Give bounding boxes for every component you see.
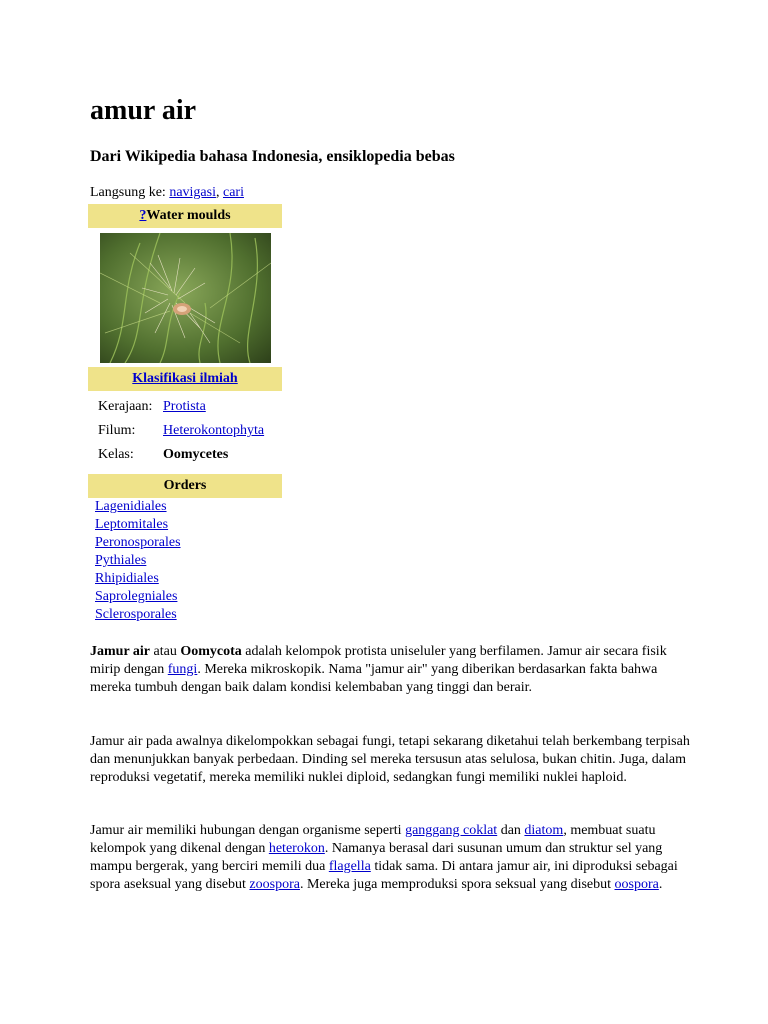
ganggang-coklat-link[interactable]: ganggang coklat	[405, 823, 498, 838]
taxobox-title-text: Water moulds	[146, 208, 231, 223]
text-span: . Mereka mikroskopik. Nama "jamur air" yang diberikan berdasarkan fakta bahwa mereka tumbuh dengan baik dalam kondisi kelembaban yang tinggi dan berair.	[90, 662, 658, 695]
text-span: tidak sama. Di antara jamur air, ini diproduksi sebagai spora aseksual yang disebut	[90, 859, 678, 892]
taxon-rank: Kerajaan:	[98, 399, 153, 414]
order-link[interactable]: Rhipidiales	[95, 571, 159, 586]
jump-links	[90, 184, 244, 202]
article-paragraph-1	[90, 643, 690, 697]
order-link[interactable]: Saprolegniales	[95, 589, 178, 604]
bold-term: Jamur air	[90, 644, 151, 659]
flagella-link[interactable]: flagella	[328, 859, 371, 874]
text-span: , membuat suatu kelompok yang dikenal dengan	[90, 823, 656, 856]
orders-list	[88, 498, 282, 624]
water-mould-photo	[100, 233, 271, 363]
taxon-rank: Filum:	[98, 423, 136, 438]
list-item	[95, 588, 282, 606]
order-link[interactable]: Pythiales	[95, 553, 147, 568]
classification-header	[88, 367, 282, 391]
taxobox-title	[88, 204, 282, 228]
list-item	[95, 606, 282, 624]
page-subtitle: Dari Wikipedia bahasa Indonesia, ensiklopedia bebas	[90, 148, 455, 165]
text-span: atau	[150, 644, 181, 659]
diatom-link[interactable]: diatom	[524, 823, 564, 838]
taxon-row-class	[88, 443, 282, 467]
list-item	[95, 552, 282, 570]
list-item	[95, 516, 282, 534]
taxon-link-heterokontophyta[interactable]: Heterokontophyta	[163, 423, 265, 438]
taxon-row-phylum	[88, 419, 282, 443]
text-span: . Namanya berasal dari susunan umum dan struktur sel yang mampu bergerak, yang berciri memili dua	[90, 841, 663, 874]
text-span: dan	[497, 823, 525, 838]
article-paragraph-2: Jamur air pada awalnya dikelompokkan sebagai fungi, tetapi sekarang diketahui telah berkembang terpisah dan menunjukkan banyak perbedaan. Dinding sel mereka tersusun atas selulosa, bukan chitin. Juga, dalam reproduksi vegetatif, mereka memiliki nuklei diploid, sedangkan fungi memiliki nuklei haploid.	[90, 734, 690, 785]
oospora-link[interactable]: oospora	[614, 877, 659, 892]
list-item	[95, 498, 282, 516]
classification-link[interactable]: Klasifikasi ilmiah	[132, 371, 238, 386]
taxobox	[88, 204, 282, 624]
zoospora-link[interactable]: zoospora	[249, 877, 300, 892]
list-item	[95, 570, 282, 588]
text-span: Jamur air memiliki hubungan dengan organisme seperti	[90, 823, 406, 838]
order-link[interactable]: Sclerosporales	[95, 607, 177, 622]
text-span: . Mereka juga memproduksi spora seksual yang disebut	[299, 877, 615, 892]
order-link[interactable]: Peronosporales	[95, 535, 181, 550]
page-title: amur air	[90, 95, 197, 126]
list-item	[95, 534, 282, 552]
article-paragraph-3	[90, 822, 690, 894]
bold-term: Oomycota	[180, 644, 242, 659]
fungi-link[interactable]: fungi	[167, 662, 198, 677]
taxon-rank: Kelas:	[98, 447, 134, 462]
heterokon-link[interactable]: heterokon	[268, 841, 325, 856]
taxon-link-protista[interactable]: Protista	[163, 399, 206, 414]
order-link[interactable]: Lagenidiales	[95, 499, 167, 514]
help-link[interactable]: ?	[139, 208, 147, 223]
navigation-link[interactable]: navigasi	[169, 185, 216, 200]
text-span: .	[658, 877, 663, 892]
text-span: adalah kelompok protista uniseluler yang berfilamen. Jamur air secara fisik mirip dengan	[90, 644, 667, 677]
order-link[interactable]: Leptomitales	[95, 517, 169, 532]
orders-header: Orders	[88, 474, 282, 498]
jump-separator: ,	[215, 185, 223, 200]
taxon-value-oomycetes: Oomycetes	[163, 447, 229, 462]
search-link[interactable]: cari	[222, 185, 244, 200]
taxon-row-kingdom	[88, 395, 282, 419]
jump-prefix: Langsung ke:	[90, 185, 170, 200]
